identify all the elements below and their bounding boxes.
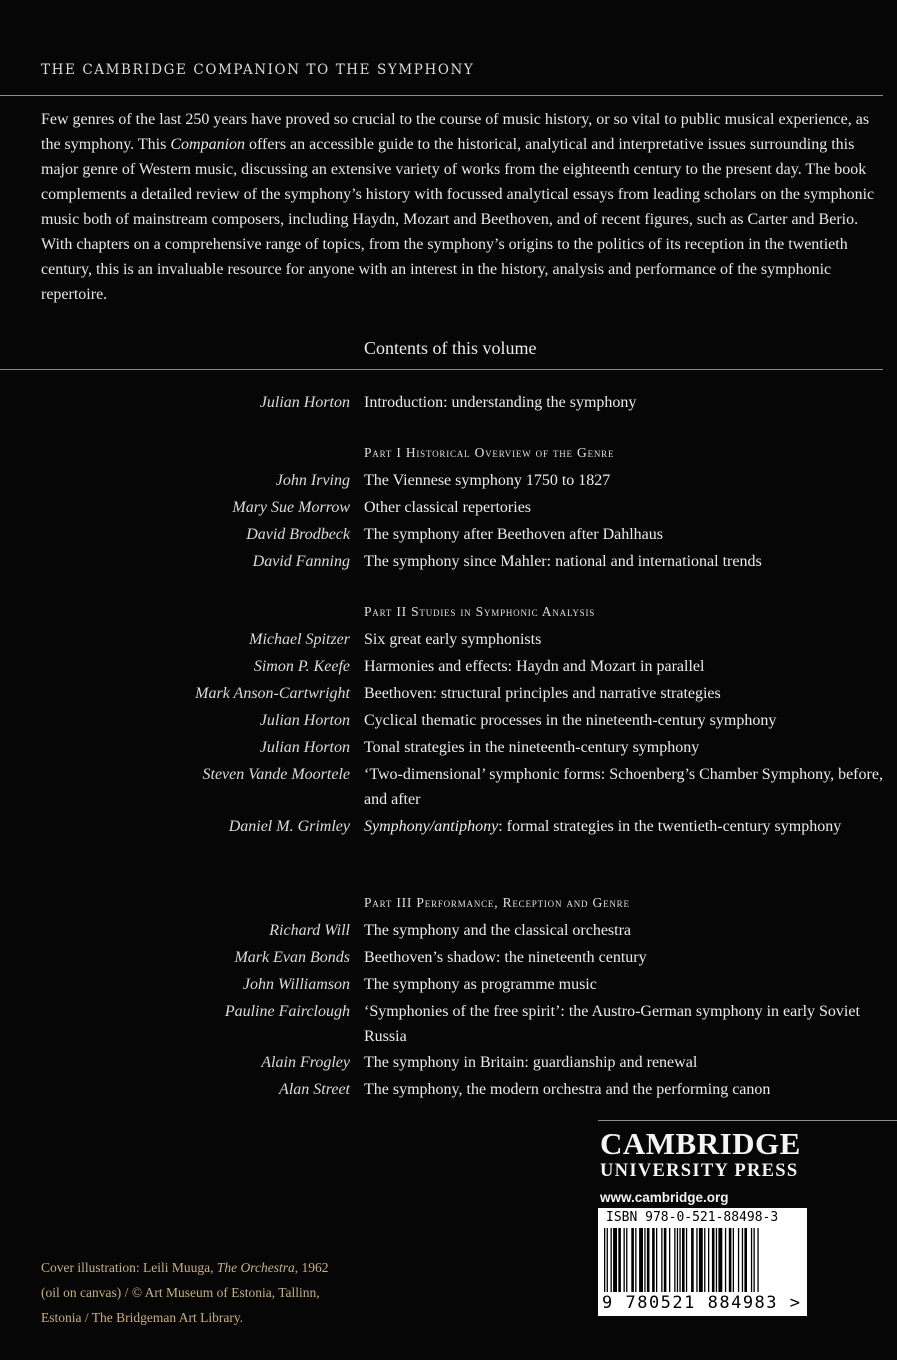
credit-line-3: Estonia / The Bridgeman Art Library. bbox=[41, 1310, 244, 1325]
chapter-author: Alain Frogley bbox=[261, 1054, 350, 1071]
barcode-bar bbox=[708, 1228, 709, 1292]
credit-text: , 1962 bbox=[294, 1260, 329, 1275]
chapter-author: Steven Vande Moortele bbox=[202, 766, 350, 783]
barcode-bar bbox=[661, 1228, 662, 1292]
chapter-author: David Fanning bbox=[252, 553, 350, 570]
chapter-title: The Viennese symphony 1750 to 1827 bbox=[364, 472, 611, 489]
barcode-bar bbox=[635, 1228, 636, 1292]
chapter-title: Beethoven: structural principles and narrative strategies bbox=[364, 685, 721, 702]
chapter-author: Simon P. Keefe bbox=[253, 658, 350, 675]
chapter-author: Mark Anson-Cartwright bbox=[195, 685, 350, 702]
barcode-bar bbox=[639, 1228, 643, 1292]
barcode-bar bbox=[691, 1228, 694, 1292]
publisher-divider bbox=[598, 1120, 897, 1121]
barcode-bar bbox=[664, 1228, 667, 1292]
barcode-bar bbox=[669, 1228, 670, 1292]
barcode-bar bbox=[686, 1228, 687, 1292]
chapter-title: The symphony since Mahler: national and international trends bbox=[364, 553, 762, 570]
barcode-bar bbox=[626, 1228, 627, 1292]
chapter-author: Julian Horton bbox=[259, 712, 350, 729]
barcode-bar bbox=[751, 1228, 752, 1292]
chapter-author: Mary Sue Morrow bbox=[232, 499, 350, 516]
barcode-bar bbox=[679, 1228, 680, 1292]
chapter-author: Julian Horton bbox=[259, 394, 350, 411]
chapter-title: The symphony, the modern orchestra and the performing canon bbox=[364, 1081, 771, 1098]
chapter-title: Introduction: understanding the symphony bbox=[364, 394, 637, 411]
chapter-author: Pauline Fairclough bbox=[224, 1003, 350, 1020]
barcode-bar bbox=[618, 1228, 621, 1292]
barcode-bar bbox=[754, 1228, 755, 1292]
chapter-author: John Irving bbox=[275, 472, 350, 489]
barcode-bar bbox=[644, 1228, 645, 1292]
chapter-title: Other classical repertories bbox=[364, 499, 532, 516]
barcode-bar bbox=[712, 1228, 715, 1292]
barcode-bar bbox=[729, 1228, 732, 1292]
chapter-title: The symphony in Britain: guardianship and renewal bbox=[364, 1054, 698, 1071]
credit-line-1 bbox=[41, 1255, 371, 1280]
chapter-title: Beethoven’s shadow: the nineteenth century bbox=[364, 949, 647, 966]
barcode-bar bbox=[611, 1228, 612, 1292]
chapter-title: Six great early symphonists bbox=[364, 631, 542, 648]
barcode-bar bbox=[696, 1228, 697, 1292]
barcode-bar bbox=[647, 1228, 650, 1292]
contents-heading: Contents of this volume bbox=[364, 338, 537, 358]
barcode-bar bbox=[624, 1228, 625, 1292]
chapter-author: Daniel M. Grimley bbox=[228, 818, 350, 835]
barcode-bar bbox=[704, 1228, 705, 1292]
blurb-text-start: Few genres of the last 250 years have proved so crucial to the course of music history, or so vital to public musical experience, as the symphony. This bbox=[41, 111, 870, 153]
chapter-author: David Brodbeck bbox=[246, 526, 350, 543]
barcode-bar bbox=[699, 1228, 703, 1292]
chapter-title-group bbox=[364, 814, 884, 839]
barcode-bar bbox=[757, 1228, 758, 1292]
barcode-bar bbox=[716, 1228, 717, 1292]
barcode-bar bbox=[744, 1228, 747, 1292]
barcode-bar bbox=[718, 1228, 722, 1292]
series-title: THE CAMBRIDGE COMPANION TO THE SYMPHONY bbox=[41, 62, 475, 78]
chapter-author: Michael Spitzer bbox=[249, 631, 350, 648]
publisher-name: CAMBRIDGE bbox=[600, 1126, 801, 1161]
cover-credit bbox=[41, 1255, 371, 1330]
credit-line-2: (oil on canvas) / © Art Museum of Estonia, Tallinn, bbox=[41, 1285, 320, 1300]
part-heading-1: Part I Historical Overview of the Genre bbox=[364, 445, 615, 460]
barcode-bars bbox=[602, 1228, 803, 1292]
barcode-bar bbox=[652, 1228, 655, 1292]
chapter-title: Cyclical thematic processes in the nineteenth-century symphony bbox=[364, 712, 777, 729]
part-heading-3: Part III Performance, Reception and Genre bbox=[364, 895, 630, 910]
chapter-title: ‘Two-dimensional’ symphonic forms: Schoenberg’s Chamber Symphony, before, and after bbox=[364, 766, 883, 808]
barcode-bar bbox=[682, 1228, 685, 1292]
chapter-author: John Williamson bbox=[242, 976, 350, 993]
chapter-title: : formal strategies in the twentieth-century symphony bbox=[498, 818, 842, 835]
credit-text: Cover illustration: Leili Muuga, bbox=[41, 1260, 217, 1275]
chapter-title: The symphony as programme music bbox=[364, 976, 597, 993]
barcode-bar bbox=[613, 1228, 617, 1292]
blurb-emphasis: Companion bbox=[170, 136, 246, 153]
barcode-bar bbox=[738, 1228, 739, 1292]
barcode-bar bbox=[733, 1228, 734, 1292]
chapter-title: The symphony and the classical orchestra bbox=[364, 922, 632, 939]
credit-artwork-title: The Orchestra bbox=[216, 1260, 295, 1275]
barcode-bar bbox=[742, 1228, 743, 1292]
barcode-bar bbox=[656, 1228, 657, 1292]
publisher-press: UNIVERSITY PRESS bbox=[600, 1161, 799, 1181]
top-divider bbox=[0, 95, 883, 96]
blurb-text-end: offers an accessible guide to the historical, analytical and interpretative issues surrounding this major genre of Western music, discussing an extensive variety of works from the eighteenth century to the present day. The book complements a detailed review of the symphony’s history with focussed analytical essays from leading scholars on the symphonic music both of mainstream composers, including Haydn, Mozart and Beethoven, and of recent figures, such as Carter and Berio. With chapters on a comprehensive range of topics, from the symphony’s origins to the politics of its reception in the twentieth century, this is an invaluable resource for anyone with an interest in the history, analysis and performance of the symphonic repertoire. bbox=[41, 136, 875, 303]
chapter-author: Richard Will bbox=[269, 922, 350, 939]
contents-divider bbox=[0, 369, 883, 370]
chapter-title: Harmonies and effects: Haydn and Mozart in parallel bbox=[364, 658, 705, 675]
barcode-digits: 9 780521 884983 > bbox=[602, 1293, 802, 1313]
isbn-barcode bbox=[598, 1208, 807, 1316]
publisher-logo bbox=[600, 1128, 801, 1205]
isbn-label: ISBN 978-0-521-88498-3 bbox=[606, 1210, 779, 1225]
chapter-title: ‘Symphonies of the free spirit’: the Austro-German symphony in early Soviet Russia bbox=[364, 1003, 860, 1045]
barcode-bar bbox=[604, 1228, 605, 1292]
book-description bbox=[41, 107, 877, 307]
part-heading-2: Part II Studies in Symphonic Analysis bbox=[364, 604, 596, 619]
chapter-title: The symphony after Beethoven after Dahlhaus bbox=[364, 526, 664, 543]
barcode-bar bbox=[631, 1228, 634, 1292]
barcode-bar bbox=[725, 1228, 726, 1292]
chapter-author: Alan Street bbox=[279, 1081, 350, 1098]
chapter-author: Julian Horton bbox=[259, 739, 350, 756]
barcode-bar bbox=[607, 1228, 608, 1292]
chapter-title-emphasis: Symphony/antiphony bbox=[364, 818, 499, 835]
chapter-author: Mark Evan Bonds bbox=[234, 949, 350, 966]
chapter-title: Tonal strategies in the nineteenth-century symphony bbox=[364, 739, 700, 756]
barcode-bar bbox=[677, 1228, 678, 1292]
barcode-bar bbox=[674, 1228, 675, 1292]
publisher-url: www.cambridge.org bbox=[600, 1190, 729, 1205]
